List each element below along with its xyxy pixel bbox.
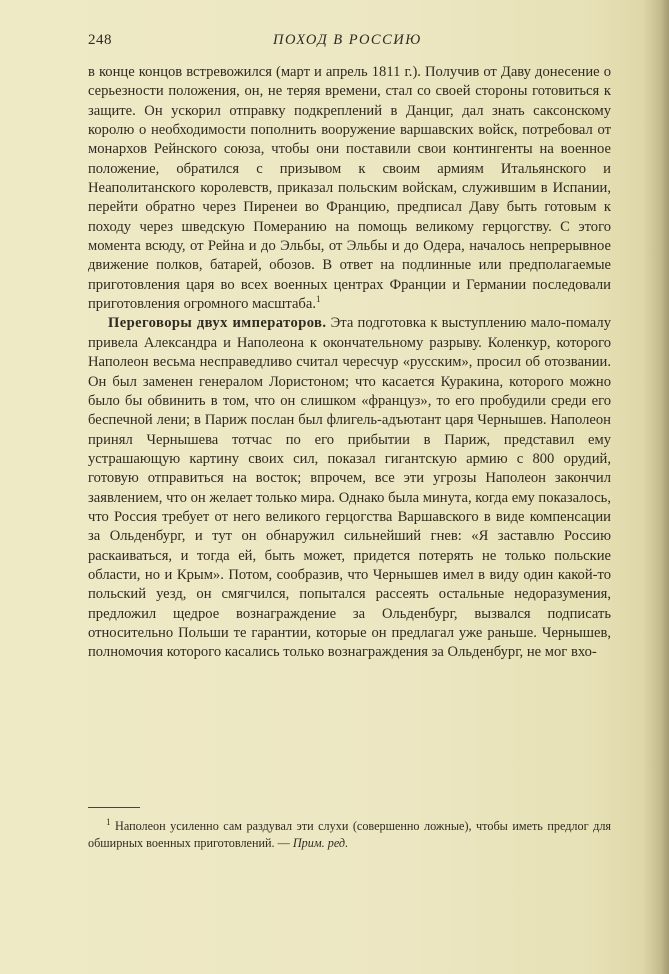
footnote-attribution: Прим. ред. bbox=[292, 836, 349, 850]
paragraph-1 bbox=[88, 63, 611, 314]
running-title: ПОХОД В РОССИЮ bbox=[273, 32, 422, 48]
footnote-marker: 1 bbox=[106, 816, 111, 827]
page-number: 248 bbox=[88, 32, 112, 48]
footnote-reference: 1 bbox=[315, 294, 321, 305]
footnote bbox=[88, 818, 611, 852]
section-heading: Переговоры двух императоров. bbox=[108, 315, 327, 332]
footnote-divider bbox=[88, 807, 140, 808]
paragraph-2 bbox=[88, 314, 611, 662]
page-edge-shadow bbox=[643, 0, 669, 974]
paragraph-2-text: Эта подготовка к выступлению мало-помалу привела Александра и Наполеона к окончательному разрыву. Коленкур, которого Наполеон весьма несправедливо считал чересчур «русским», просил об отозвании. Он был заменен генералом Лористоном; что касается Куракина, которого можно было бы обвинить в том, что он слишком «француз», то его пробудили среди его беспечной лени; в Париж послан был флигель-адъютант царя Чернышев. Наполеон принял Чернышева тотчас по его прибытии в Париж, представил ему устрашающую картину своих сил, показал гигантскую армию с 800 орудий, готовую отправиться на восток; впрочем, все эти угрозы Наполеон закончил заявлением, что он желает только мира. Однако была минута, когда ему показалось, что Россия требует от него великого герцогства Варшавского в виде компенсации за Ольденбург, и тут он обнаружил сильнейший гнев: «Я заставлю Россию раскаиваться, и тогда ей, быть может, придется потерять не только польские области, но и Крым». Потом, сообразив, что Чернышев имел в виду один какой-то польский уезд, он смягчился, попытался рассеять остальные недоразумения, предложил щедрое вознаграждение за Ольденбург, вызвался подписать относительно Польши те гарантии, которые он предлагал уже раньше. Чернышев, полномочия которого касались только вознаграждения за Ольденбург, не мог вхо- bbox=[88, 315, 611, 661]
page-header bbox=[88, 32, 636, 54]
main-text bbox=[88, 63, 611, 663]
footnote-text: Наполеон усиленно сам раздувал эти слухи (совершенно ложные), чтобы иметь предлог для обширных военных приготовлений. — bbox=[88, 819, 612, 850]
paragraph-1-text: в конце концов встревожился (март и апрель 1811 г.). Получив от Даву донесение о серьезности положения, он, не теряя времени, стал со своей стороны готовиться к защите. Он ускорил отправку подкреплений в Данциг, дал знать саксонскому королю о необходимости пополнить вооружение варшавских войск, потребовал от монархов Рейнского союза, чтобы они поставили свои контингенты на военное положение, обратился с призывом к своим армиям Итальянского и Неаполитанского королевств, приказал польским войскам, служившим в Испании, перейти обратно через Пиренеи во Францию, предписал Даву быть готовым к походу через шведскую Померанию на помощь великому герцогству. С этого момента всюду, от Рейна и до Эльбы, от Эльбы и до Одера, началось непрерывное движение полков, батарей, обозов. В ответ на подлинные или предполагаемые приготовления царя во всех военных центрах Франции и Германии последовали приготовления огромного масштаба. bbox=[88, 64, 611, 313]
